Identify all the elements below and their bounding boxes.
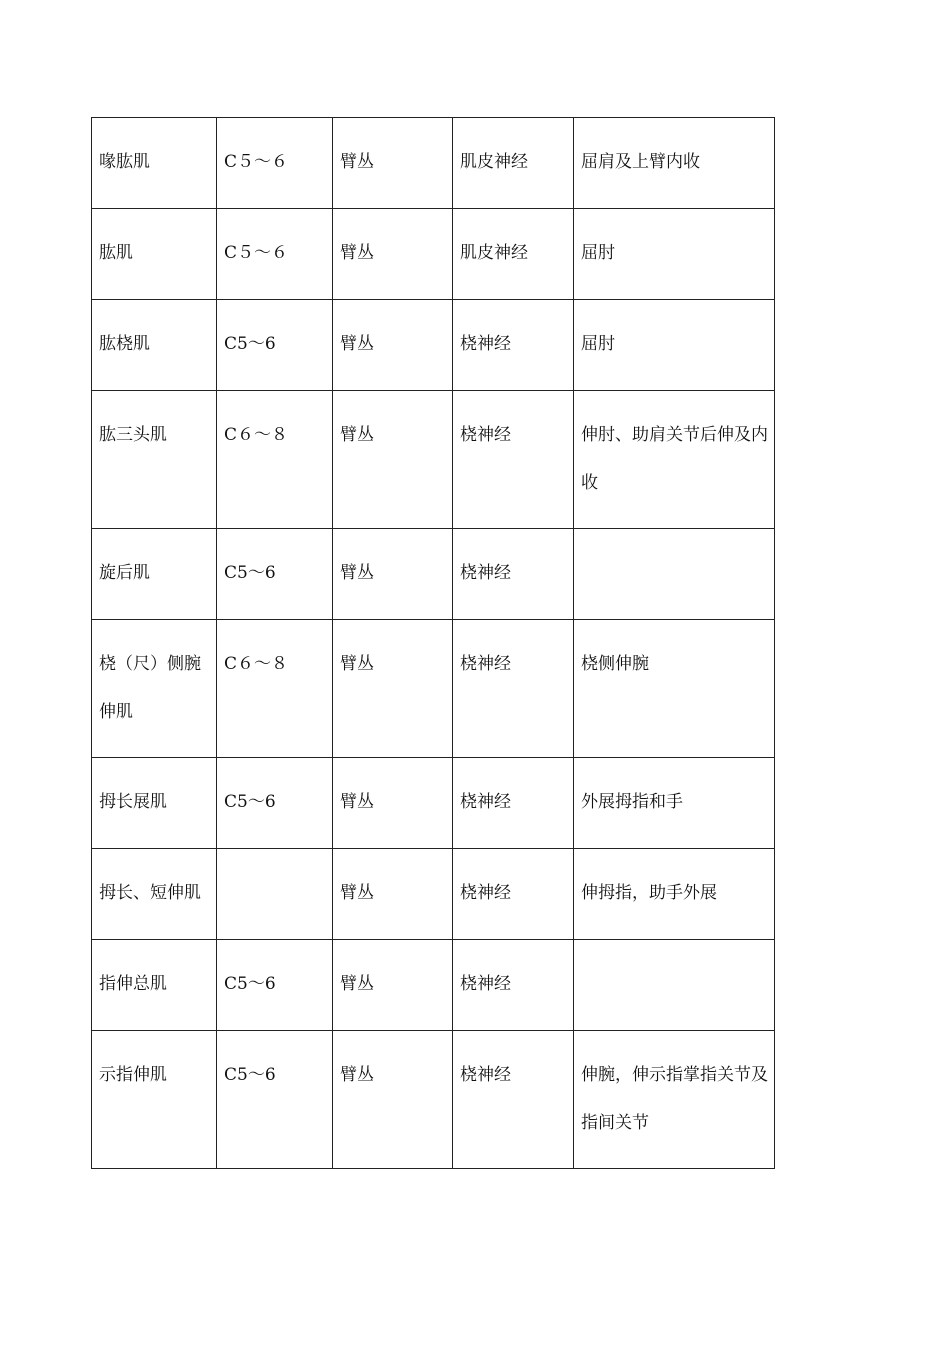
muscle-name-cell-text: 拇长展肌 <box>99 792 167 812</box>
plexus-cell <box>333 849 453 940</box>
nerve-cell-text: 桡神经 <box>460 654 511 674</box>
action-cell <box>574 118 775 209</box>
action-cell-text: 伸腕，伸示指掌指关节及指间关节 <box>581 1065 768 1133</box>
action-cell-text: 外展拇指和手 <box>581 792 683 812</box>
action-cell <box>574 300 775 391</box>
muscle-name-cell-text: 指伸总肌 <box>99 974 167 994</box>
table-row <box>92 300 775 391</box>
muscle-name-cell <box>92 849 217 940</box>
table-row <box>92 1031 775 1169</box>
table-row <box>92 118 775 209</box>
action-cell <box>574 758 775 849</box>
muscle-name-cell-text: 肱肌 <box>99 243 133 263</box>
muscle-name-cell-text: 喙肱肌 <box>99 152 150 172</box>
action-cell-text: 屈肘 <box>581 334 615 354</box>
plexus-cell-text: 臂丛 <box>340 792 374 812</box>
nerve-cell-text: 桡神经 <box>460 883 511 903</box>
nerve-cell-text: 桡神经 <box>460 1065 511 1085</box>
plexus-cell <box>333 529 453 620</box>
action-cell <box>574 620 775 758</box>
spinal-segment-cell <box>217 940 333 1031</box>
action-cell <box>574 391 775 529</box>
nerve-cell-text: 桡神经 <box>460 334 511 354</box>
nerve-cell-text: 肌皮神经 <box>460 243 528 263</box>
nerve-cell <box>453 1031 574 1169</box>
spinal-segment-cell <box>217 620 333 758</box>
muscle-name-cell <box>92 1031 217 1169</box>
muscle-name-cell <box>92 620 217 758</box>
table-row <box>92 529 775 620</box>
table-row <box>92 758 775 849</box>
spinal-segment-cell <box>217 758 333 849</box>
spinal-segment-cell-text: C５～６ <box>224 152 289 172</box>
spinal-segment-cell-text: C６～８ <box>224 654 289 674</box>
action-cell <box>574 940 775 1031</box>
plexus-cell <box>333 118 453 209</box>
action-cell-text: 屈肩及上臂内收 <box>581 152 700 172</box>
action-cell-text <box>574 529 774 569</box>
plexus-cell-text: 臂丛 <box>340 425 374 445</box>
plexus-cell-text: 臂丛 <box>340 883 374 903</box>
plexus-cell-text: 臂丛 <box>340 654 374 674</box>
spinal-segment-cell <box>217 300 333 391</box>
action-cell <box>574 529 775 620</box>
nerve-cell <box>453 300 574 391</box>
action-cell-text: 屈肘 <box>581 243 615 263</box>
action-cell <box>574 209 775 300</box>
table-row <box>92 209 775 300</box>
nerve-cell <box>453 529 574 620</box>
muscle-name-cell <box>92 758 217 849</box>
spinal-segment-cell-text: C5～6 <box>224 792 276 812</box>
muscle-name-cell <box>92 529 217 620</box>
action-cell <box>574 849 775 940</box>
nerve-cell <box>453 849 574 940</box>
plexus-cell-text: 臂丛 <box>340 563 374 583</box>
action-cell-text: 伸肘、助肩关节后伸及内收 <box>581 425 768 493</box>
nerve-cell-text: 桡神经 <box>460 563 511 583</box>
nerve-cell <box>453 758 574 849</box>
nerve-cell <box>453 391 574 529</box>
plexus-cell-text: 臂丛 <box>340 334 374 354</box>
action-cell-text: 伸拇指，助手外展 <box>581 883 717 903</box>
table-row <box>92 391 775 529</box>
muscle-name-cell-text: 示指伸肌 <box>99 1065 167 1085</box>
spinal-segment-cell-text: C5～6 <box>224 1065 276 1085</box>
spinal-segment-cell-text: C5～6 <box>224 974 276 994</box>
spinal-segment-cell <box>217 529 333 620</box>
plexus-cell-text: 臂丛 <box>340 243 374 263</box>
nerve-cell <box>453 209 574 300</box>
nerve-cell <box>453 118 574 209</box>
nerve-cell-text: 桡神经 <box>460 425 511 445</box>
plexus-cell-text: 臂丛 <box>340 974 374 994</box>
spinal-segment-cell <box>217 391 333 529</box>
spinal-segment-cell <box>217 118 333 209</box>
action-cell-text <box>574 940 774 980</box>
table-row <box>92 620 775 758</box>
muscle-innervation-table <box>91 117 775 1169</box>
plexus-cell-text: 臂丛 <box>340 1065 374 1085</box>
muscle-name-cell-text: 拇长、短伸肌 <box>99 883 201 903</box>
spinal-segment-cell-text <box>217 849 332 889</box>
plexus-cell <box>333 300 453 391</box>
table-row <box>92 940 775 1031</box>
muscle-name-cell-text: 肱桡肌 <box>99 334 150 354</box>
table-row <box>92 849 775 940</box>
muscle-name-cell-text: 肱三头肌 <box>99 425 167 445</box>
muscle-name-cell <box>92 940 217 1031</box>
spinal-segment-cell <box>217 209 333 300</box>
spinal-segment-cell-text: C６～８ <box>224 425 289 445</box>
nerve-cell <box>453 940 574 1031</box>
nerve-cell-text: 肌皮神经 <box>460 152 528 172</box>
nerve-cell <box>453 620 574 758</box>
nerve-cell-text: 桡神经 <box>460 974 511 994</box>
plexus-cell <box>333 1031 453 1169</box>
spinal-segment-cell-text: C5～6 <box>224 563 276 583</box>
muscle-name-cell <box>92 209 217 300</box>
plexus-cell <box>333 391 453 529</box>
plexus-cell <box>333 758 453 849</box>
action-cell-text: 桡侧伸腕 <box>581 654 649 674</box>
muscle-name-cell-text: 桡（尺）侧腕伸肌 <box>99 654 201 722</box>
action-cell <box>574 1031 775 1169</box>
table-body <box>92 118 775 1169</box>
spinal-segment-cell-text: C5～6 <box>224 334 276 354</box>
muscle-name-cell <box>92 300 217 391</box>
spinal-segment-cell <box>217 849 333 940</box>
spinal-segment-cell <box>217 1031 333 1169</box>
muscle-name-cell <box>92 118 217 209</box>
nerve-cell-text: 桡神经 <box>460 792 511 812</box>
plexus-cell-text: 臂丛 <box>340 152 374 172</box>
plexus-cell <box>333 209 453 300</box>
muscle-name-cell-text: 旋后肌 <box>99 563 150 583</box>
muscle-name-cell <box>92 391 217 529</box>
plexus-cell <box>333 620 453 758</box>
plexus-cell <box>333 940 453 1031</box>
spinal-segment-cell-text: C５～６ <box>224 243 289 263</box>
